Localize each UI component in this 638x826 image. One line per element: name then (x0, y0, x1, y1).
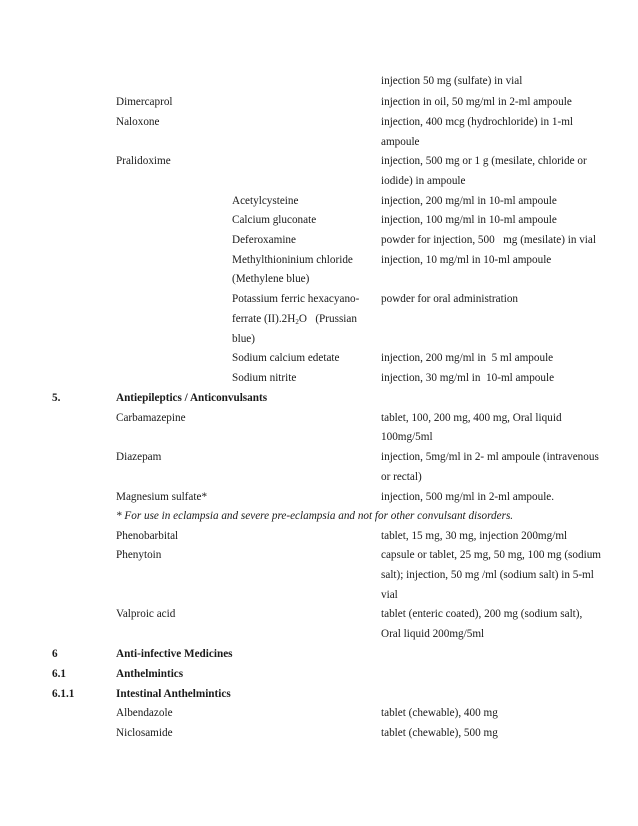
medicine-name: Acetylcysteine (232, 195, 299, 207)
subscript: 2 (295, 318, 299, 326)
item-description: injection 50 mg (sulfate) in vial (381, 75, 523, 87)
item-description-cont: vial (381, 589, 398, 601)
item-description: injection, 100 mg/ml in 10-ml ampoule (381, 214, 557, 226)
section-title: Antiepileptics / Anticonvulsants (116, 392, 268, 404)
medicine-name: Naloxone (116, 116, 160, 128)
item-description: injection, 500 mg/ml in 2-ml ampoule. (381, 491, 555, 503)
item-description-cont: Oral liquid 200mg/5ml (381, 628, 485, 640)
medicine-name: Pralidoxime (116, 155, 171, 167)
medicine-name: Methylthioninium chloride (232, 254, 353, 266)
medicine-name: Niclosamide (116, 727, 173, 739)
item-description: tablet, 100, 200 mg, 400 mg, Oral liquid (381, 412, 562, 424)
medicine-name: Phenytoin (116, 549, 162, 561)
item-description: powder for injection, 500 mg (mesilate) in vial (381, 234, 596, 246)
medicine-name: Deferoxamine (232, 234, 296, 246)
medicine-name: Calcium gluconate (232, 214, 317, 226)
medicine-name: Diazepam (116, 451, 162, 463)
item-description-cont: iodide) in ampoule (381, 175, 466, 187)
item-description: injection, 500 mg or 1 g (mesilate, chloride or (381, 155, 587, 167)
item-description: tablet (chewable), 500 mg (381, 727, 498, 739)
medicine-name-cont: ferrate $(II).2H_2O$ (Prussian (232, 313, 357, 326)
item-description: injection, 10 mg/ml in 10-ml ampoule (381, 254, 552, 266)
section-number: 5. (52, 392, 61, 404)
section-number: 6 (52, 648, 58, 660)
item-description: injection in oil, 50 mg/ml in 2-ml ampoule (381, 96, 572, 108)
section-number: 6.1.1 (52, 688, 75, 700)
item-description: injection, 200 mg/ml in 5 ml ampoule (381, 352, 554, 364)
medicine-name: Carbamazepine (116, 412, 186, 424)
section-title: Anti-infective Medicines (116, 648, 233, 660)
section-number: 6.1 (52, 668, 66, 680)
item-description: injection, 200 mg/ml in 10-ml ampoule (381, 195, 557, 207)
item-description: powder for oral administration (381, 293, 519, 305)
medicine-name: Albendazole (116, 707, 173, 719)
medicine-name: Magnesium sulfate* (116, 491, 208, 503)
section-title: Intestinal Anthelmintics (116, 688, 231, 700)
item-description: injection, 5mg/ml in 2- ml ampoule (intravenous (381, 451, 599, 463)
item-description: tablet (enteric coated), 200 mg (sodium salt), (381, 608, 583, 620)
medicine-name: Phenobarbital (116, 530, 179, 542)
item-description: tablet, 15 mg, 30 mg, injection 200mg/ml (381, 530, 568, 542)
medicine-name: Valproic acid (116, 608, 176, 620)
item-description-cont: or rectal) (381, 471, 422, 483)
item-description: injection, 400 mcg (hydrochloride) in 1-ml (381, 116, 574, 128)
item-description: injection, 30 mg/ml in 10-ml ampoule (381, 372, 555, 384)
medicine-name: Potassium ferric hexacyano- (232, 293, 360, 305)
medicine-name: Dimercaprol (116, 96, 173, 108)
item-description: tablet (chewable), 400 mg (381, 707, 498, 719)
medicine-name: Sodium calcium edetate (232, 352, 340, 364)
item-description-cont: salt); injection, 50 mg /ml (sodium salt) in 5-ml (381, 569, 594, 581)
item-description: capsule or tablet, 25 mg, 50 mg, 100 mg (sodium (381, 549, 601, 561)
medicine-name-cont: (Methylene blue) (232, 273, 310, 285)
item-description-cont: 100mg/5ml (381, 431, 433, 443)
medicine-name: Sodium nitrite (232, 372, 297, 384)
item-description-cont: ampoule (381, 136, 420, 148)
medicine-name-cont: blue) (232, 333, 255, 345)
section-title: Anthelmintics (116, 668, 184, 680)
footnote: * For use in eclampsia and severe pre-eclampsia and not for other convulsant disorders. (116, 510, 514, 522)
